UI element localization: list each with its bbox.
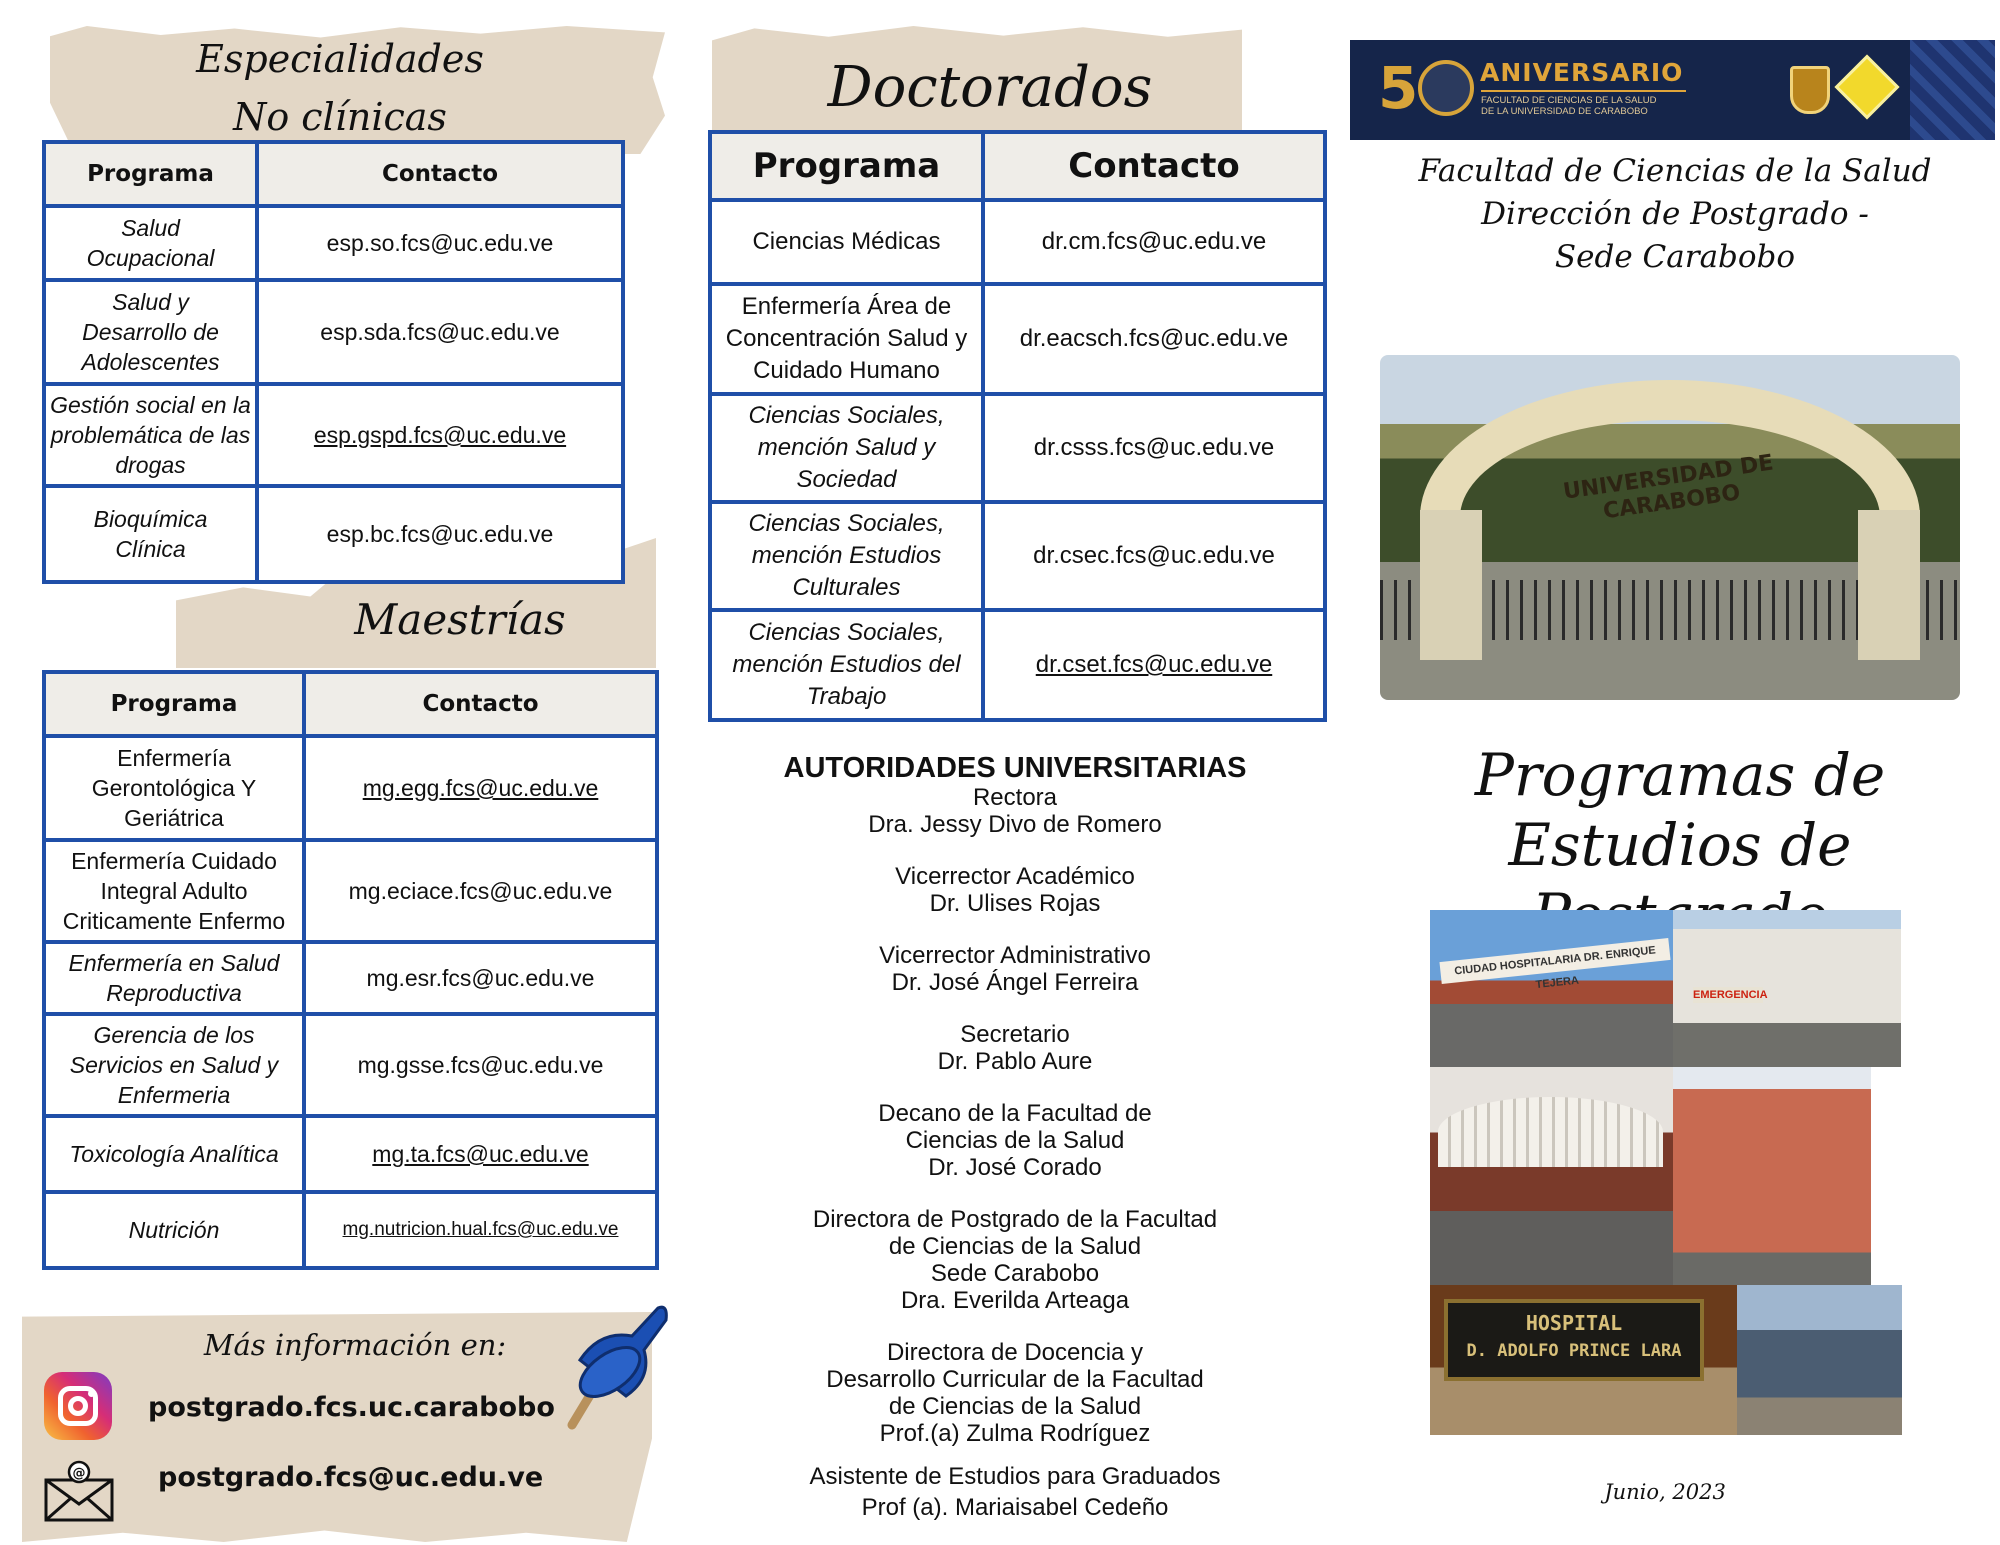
envelope-icon[interactable] xyxy=(44,1458,114,1522)
programa-cell: Salud y Desarrollo de Adolescentes xyxy=(44,280,257,384)
programa-cell: Enfermería Área de Concentración Salud y Cuidado Humano xyxy=(710,284,983,394)
especialidades-heading xyxy=(140,30,540,146)
autoridades-secretario xyxy=(745,1021,1285,1075)
banner-pattern xyxy=(1910,40,1995,140)
photo-pillar xyxy=(1858,510,1920,660)
programa-cell: Gerencia de los Servicios en Salud y Enfermeria xyxy=(44,1014,304,1116)
programa-cell: Toxicología Analítica xyxy=(44,1116,304,1192)
push-pin-icon xyxy=(540,1290,670,1440)
faculty-line: Facultad de Ciencias de la Salud xyxy=(1418,153,1932,189)
faculty-logo-icon xyxy=(1834,54,1899,119)
table-row xyxy=(710,394,1325,502)
role-text: Directora de Docencia y xyxy=(886,1339,1144,1366)
subtitle-line: FACULTAD DE CIENCIAS DE LA SALUD xyxy=(1481,95,1657,106)
role-text: Asistente de Estudios para Graduados xyxy=(809,1463,1221,1490)
autoridades-decano xyxy=(745,1100,1285,1181)
sign-line: HOSPITAL xyxy=(1525,1311,1623,1335)
table-row xyxy=(44,840,657,942)
programa-cell: Bioquímica Clínica xyxy=(44,486,257,582)
collage-photo-emergencia xyxy=(1673,910,1901,1067)
column-header-programa: Programa xyxy=(44,142,257,206)
university-gate-photo xyxy=(1380,355,1960,700)
table-row xyxy=(710,284,1325,394)
anniversary-seal-icon xyxy=(1418,60,1474,116)
photo-pillar xyxy=(1420,510,1482,660)
contact-email[interactable]: mg.eciace.fcs@uc.edu.ve xyxy=(304,840,657,942)
person-name: Dra. Jessy Divo de Romero xyxy=(868,811,1162,838)
person-name: Prof.(a) Zulma Rodríguez xyxy=(879,1420,1151,1447)
contact-email[interactable] xyxy=(304,1192,657,1268)
autoridades-section xyxy=(745,752,1285,1523)
maestrias-heading: Maestrías xyxy=(354,595,566,644)
programa-cell: Enfermería Cuidado Integral Adulto Criticamente Enfermo xyxy=(44,840,304,942)
table-row xyxy=(44,736,657,840)
instagram-icon[interactable] xyxy=(44,1372,112,1440)
autoridades-asistente xyxy=(745,1461,1285,1523)
table-row xyxy=(710,200,1325,284)
doctorados-table xyxy=(708,130,1327,722)
heading-line: Especialidades xyxy=(196,37,484,81)
person-name: Prof (a). Mariaisabel Cedeño xyxy=(861,1494,1169,1521)
table-row xyxy=(44,1192,657,1268)
university-sign: UNIVERSIDAD DE CARABOBO xyxy=(1561,450,1775,525)
aniversario-label: ANIVERSARIO xyxy=(1480,58,1684,87)
person-name: Dra. Everilda Arteaga xyxy=(900,1287,1130,1314)
role-text: Ciencias de la Salud xyxy=(905,1127,1125,1154)
contact-email[interactable] xyxy=(304,736,657,840)
person-name: Dr. Pablo Aure xyxy=(937,1048,1093,1075)
aniversario-banner xyxy=(1350,40,1995,140)
canopy-shape xyxy=(1438,1097,1663,1167)
contact-email[interactable]: mg.gsse.fcs@uc.edu.ve xyxy=(304,1014,657,1116)
faculty-line: Sede Carabobo xyxy=(1554,239,1796,275)
autoridades-vradm xyxy=(745,942,1285,996)
programa-cell: Enfermería Gerontológica Y Geriátrica xyxy=(44,736,304,840)
contact-email[interactable]: mg.esr.fcs@uc.edu.ve xyxy=(304,942,657,1014)
table-row xyxy=(44,384,623,486)
fifty-number: 5 xyxy=(1378,54,1419,122)
programa-cell: Nutrición xyxy=(44,1192,304,1268)
instagram-lens xyxy=(68,1396,88,1416)
column-header-programa: Programa xyxy=(710,132,983,200)
emergencia-sign: EMERGENCIA xyxy=(1693,989,1768,1001)
table-row xyxy=(710,610,1325,720)
collage-photo-modern-building xyxy=(1737,1285,1902,1435)
role-text: Decano de la Facultad de xyxy=(878,1100,1152,1127)
role-text: Directora de Postgrado de la Facultad xyxy=(812,1206,1218,1233)
heading-line: No clínicas xyxy=(233,95,447,139)
role-text: Desarrollo Curricular de la Facultad xyxy=(826,1366,1204,1393)
title-line: Programas de xyxy=(1474,741,1886,809)
contact-email[interactable]: esp.sda.fcs@uc.edu.ve xyxy=(257,280,623,384)
collage-photo-ciudad-hospitalaria xyxy=(1430,910,1673,1067)
contact-email-link[interactable]: mg.ta.fcs@uc.edu.ve xyxy=(372,1141,589,1167)
autoridades-rectora xyxy=(745,752,1285,838)
programa-cell: Enfermería en Salud Reproductiva xyxy=(44,942,304,1014)
table-row xyxy=(710,502,1325,610)
contact-email-address[interactable]: postgrado.fcs@uc.edu.ve xyxy=(158,1462,544,1493)
column-header-contacto: Contacto xyxy=(304,672,657,736)
contact-email[interactable]: dr.eacsch.fcs@uc.edu.ve xyxy=(983,284,1325,394)
table-row xyxy=(44,280,623,384)
table-row xyxy=(44,486,623,582)
autoridades-title: AUTORIDADES UNIVERSITARIAS xyxy=(783,752,1247,784)
contact-email[interactable]: dr.cm.fcs@uc.edu.ve xyxy=(983,200,1325,284)
ciudad-hospitalaria-sign: CIUDAD HOSPITALARIA DR. ENRIQUE TEJERA xyxy=(1439,938,1670,984)
svg-text:@: @ xyxy=(72,1466,86,1481)
maestrias-table xyxy=(42,670,659,1270)
programa-cell: Ciencias Médicas xyxy=(710,200,983,284)
sign-line: D. ADOLFO PRINCE LARA xyxy=(1466,1341,1682,1361)
contact-email[interactable] xyxy=(257,384,623,486)
column-header-contacto: Contacto xyxy=(257,142,623,206)
contact-email-link[interactable]: mg.nutricion.hual.fcs@uc.edu.ve xyxy=(342,1219,619,1240)
table-row xyxy=(44,206,623,280)
contact-email[interactable] xyxy=(304,1116,657,1192)
programa-cell: Gestión social en la problemática de las drogas xyxy=(44,384,257,486)
subtitle-line: DE LA UNIVERSIDAD DE CARABOBO xyxy=(1481,106,1648,117)
university-shield-icon xyxy=(1790,66,1830,114)
contact-email[interactable]: dr.csss.fcs@uc.edu.ve xyxy=(983,394,1325,502)
instagram-flash xyxy=(88,1390,95,1397)
role-text: Rectora xyxy=(972,784,1058,811)
publication-date: Junio, 2023 xyxy=(1604,1480,1726,1504)
programa-cell: Salud Ocupacional xyxy=(44,206,257,280)
more-info-heading: Más información en: xyxy=(203,1328,507,1362)
autoridades-dir-postgrado xyxy=(745,1206,1285,1314)
programa-cell: Ciencias Sociales, mención Estudios Culturales xyxy=(710,502,983,610)
contact-email[interactable]: dr.csec.fcs@uc.edu.ve xyxy=(983,502,1325,610)
role-text: Vicerrector Administrativo xyxy=(879,942,1151,969)
aniversario-subtitle xyxy=(1481,90,1686,117)
collage-photo-building xyxy=(1673,1067,1871,1285)
table-header-row xyxy=(44,672,657,736)
contact-email-link[interactable]: esp.gspd.fcs@uc.edu.ve xyxy=(313,422,567,448)
faculty-line: Dirección de Postgrado - xyxy=(1481,196,1869,232)
table-header-row xyxy=(710,132,1325,200)
doctorados-heading: Doctorados xyxy=(827,55,1153,120)
role-text: de Ciencias de la Salud xyxy=(888,1233,1142,1260)
table-row xyxy=(44,942,657,1014)
role-text: de Ciencias de la Salud xyxy=(888,1393,1142,1420)
programa-cell: Ciencias Sociales, mención Salud y Sociedad xyxy=(710,394,983,502)
autoridades-vra xyxy=(745,863,1285,917)
table-row xyxy=(44,1116,657,1192)
programa-cell: Ciencias Sociales, mención Estudios del Trabajo xyxy=(710,610,983,720)
contact-email[interactable] xyxy=(983,610,1325,720)
collage-photo-hospital-sign xyxy=(1430,1285,1737,1435)
column-header-programa: Programa xyxy=(44,672,304,736)
contact-email[interactable]: esp.so.fcs@uc.edu.ve xyxy=(257,206,623,280)
contact-email-link[interactable]: dr.cset.fcs@uc.edu.ve xyxy=(1035,651,1273,678)
hospital-collage xyxy=(1430,910,1910,1435)
person-name: Dr. José Corado xyxy=(928,1154,1102,1181)
contact-email-link[interactable]: mg.egg.fcs@uc.edu.ve xyxy=(362,775,599,801)
contact-email[interactable]: esp.bc.fcs@uc.edu.ve xyxy=(257,486,623,582)
table-row xyxy=(44,1014,657,1116)
especialidades-table xyxy=(42,140,625,584)
faculty-title xyxy=(1360,150,1990,279)
role-text: Sede Carabobo xyxy=(930,1260,1100,1287)
person-name: Dr. Ulises Rojas xyxy=(929,890,1101,917)
title-line: Estudios de xyxy=(1508,811,1852,879)
collage-photo-entrance xyxy=(1430,1067,1673,1285)
hospital-sign xyxy=(1444,1299,1704,1381)
person-name: Dr. José Ángel Ferreira xyxy=(891,969,1139,996)
column-header-contacto: Contacto xyxy=(983,132,1325,200)
role-text: Vicerrector Académico xyxy=(895,863,1135,890)
instagram-handle[interactable]: postgrado.fcs.uc.carabobo xyxy=(148,1392,555,1423)
autoridades-dir-docencia xyxy=(745,1339,1285,1447)
role-text: Secretario xyxy=(960,1021,1070,1048)
table-header-row xyxy=(44,142,623,206)
